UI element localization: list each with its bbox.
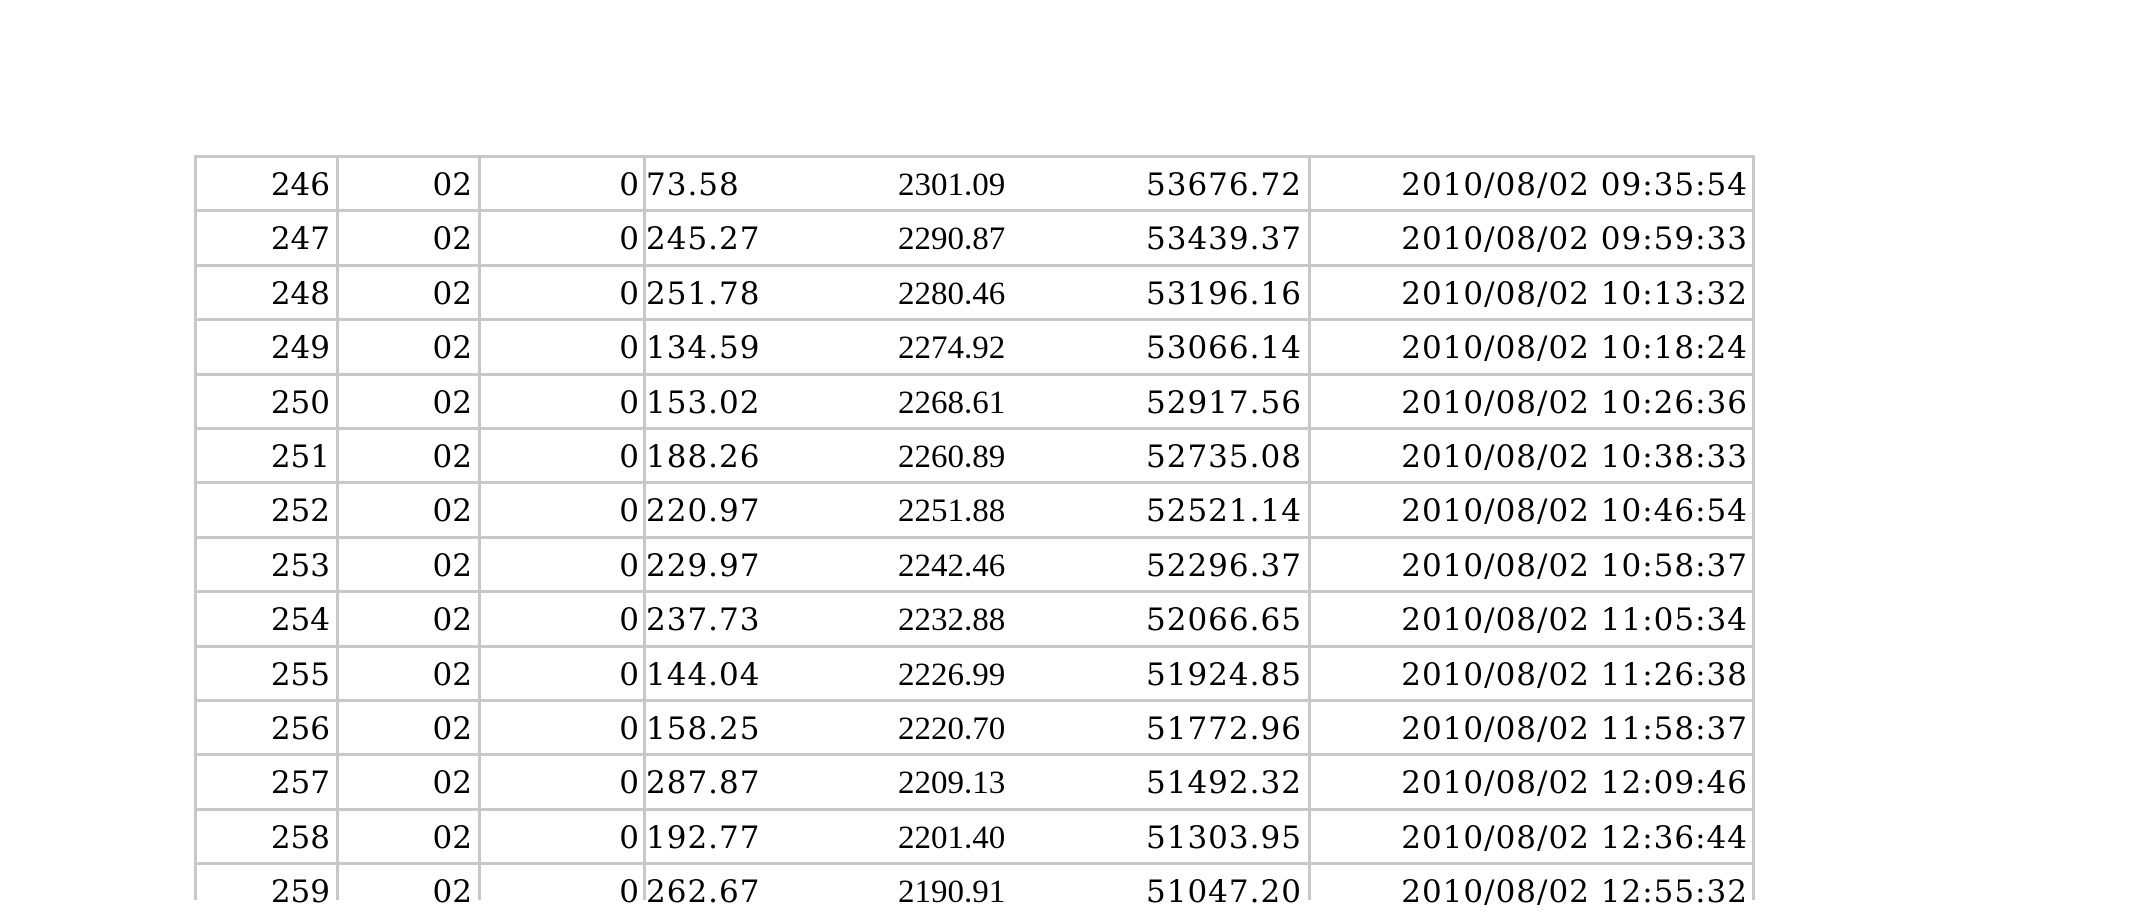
flag-cell: 0: [619, 656, 639, 693]
row-number-cell: 249: [270, 330, 330, 367]
table-row: [195, 318, 1755, 372]
value-2-cell: 2232.88: [898, 602, 1006, 639]
timestamp-cell: 2010/08/02 09:59:33: [1401, 221, 1748, 258]
flag-cell: 0: [619, 330, 639, 367]
value-2-cell: 2290.87: [898, 221, 1006, 258]
code-cell: 02: [432, 547, 472, 584]
table-row: [195, 155, 1755, 209]
value-1-cell: 153.02: [646, 384, 761, 421]
value-1-cell: 262.67: [646, 874, 761, 911]
code-cell: 02: [432, 384, 472, 421]
value-2-cell: 2226.99: [898, 656, 1006, 693]
grid-line: [478, 155, 481, 900]
value-2-cell: 2260.89: [898, 439, 1006, 475]
value-3-cell: 51303.95: [1146, 819, 1302, 856]
value-3-cell: 52917.56: [1146, 384, 1302, 421]
value-3-cell: 53676.72: [1146, 167, 1302, 203]
timestamp-cell: 2010/08/02 11:05:34: [1401, 602, 1748, 639]
timestamp-cell: 2010/08/02 10:13:32: [1401, 275, 1748, 312]
timestamp-cell: 2010/08/02 12:09:46: [1401, 765, 1748, 802]
flag-cell: 0: [619, 384, 639, 421]
flag-cell: 0: [619, 493, 639, 530]
code-cell: 02: [432, 167, 472, 203]
value-3-cell: 51492.32: [1146, 765, 1302, 802]
flag-cell: 0: [619, 819, 639, 856]
row-number-cell: 253: [270, 547, 330, 584]
value-2-cell: 2268.61: [898, 384, 1006, 421]
value-1-cell: 188.26: [646, 439, 761, 475]
value-2-cell: 2190.91: [898, 874, 1006, 911]
grid-line: [1308, 155, 1311, 900]
value-1-cell: 229.97: [646, 547, 761, 584]
value-2-cell: 2209.13: [898, 765, 1006, 802]
value-3-cell: 52735.08: [1146, 439, 1302, 475]
value-1-cell: 251.78: [646, 275, 761, 312]
flag-cell: 0: [619, 439, 639, 475]
value-3-cell: 53196.16: [1146, 275, 1302, 312]
row-number-cell: 246: [270, 167, 330, 203]
value-1-cell: 73.58: [646, 167, 740, 203]
value-3-cell: 51924.85: [1146, 656, 1302, 693]
value-2-cell: 2301.09: [898, 167, 1006, 203]
code-cell: 02: [432, 656, 472, 693]
table-row: [195, 373, 1755, 427]
flag-cell: 0: [619, 602, 639, 639]
timestamp-cell: 2010/08/02 11:58:37: [1401, 711, 1748, 747]
grid-line: [1752, 155, 1755, 900]
grid-line: [336, 155, 339, 900]
grid-line: [643, 155, 646, 900]
timestamp-cell: 2010/08/02 10:46:54: [1401, 493, 1748, 530]
value-1-cell: 220.97: [646, 493, 761, 530]
code-cell: 02: [432, 765, 472, 802]
grid-line: [194, 155, 197, 900]
timestamp-cell: 2010/08/02 10:18:24: [1401, 330, 1748, 367]
row-number-cell: 257: [270, 765, 330, 802]
value-2-cell: 2220.70: [898, 711, 1006, 747]
code-cell: 02: [432, 439, 472, 475]
row-number-cell: 258: [270, 819, 330, 856]
row-number-cell: 254: [270, 602, 330, 639]
code-cell: 02: [432, 221, 472, 258]
flag-cell: 0: [619, 275, 639, 312]
value-1-cell: 287.87: [646, 765, 761, 802]
code-cell: 02: [432, 819, 472, 856]
value-3-cell: 52521.14: [1146, 493, 1302, 530]
flag-cell: 0: [619, 874, 639, 911]
timestamp-cell: 2010/08/02 09:35:54: [1401, 167, 1748, 203]
value-2-cell: 2280.46: [898, 275, 1006, 312]
table-row: [195, 209, 1755, 263]
value-1-cell: 158.25: [646, 711, 761, 747]
row-number-cell: 255: [270, 656, 330, 693]
table-row: [195, 753, 1755, 807]
timestamp-cell: 2010/08/02 10:38:33: [1401, 439, 1748, 475]
code-cell: 02: [432, 602, 472, 639]
timestamp-cell: 2010/08/02 11:26:38: [1401, 656, 1748, 693]
row-number-cell: 248: [270, 275, 330, 312]
value-2-cell: 2242.46: [898, 547, 1006, 584]
value-1-cell: 144.04: [646, 656, 761, 693]
code-cell: 02: [432, 275, 472, 312]
code-cell: 02: [432, 493, 472, 530]
value-1-cell: 192.77: [646, 819, 761, 856]
timestamp-cell: 2010/08/02 12:55:32: [1401, 874, 1748, 911]
table-row: [195, 536, 1755, 590]
value-2-cell: 2201.40: [898, 819, 1006, 856]
timestamp-cell: 2010/08/02 10:26:36: [1401, 384, 1748, 421]
row-number-cell: 259: [270, 874, 330, 911]
table-row: [195, 862, 1755, 916]
table-row: [195, 808, 1755, 862]
row-number-cell: 251: [270, 439, 330, 475]
flag-cell: 0: [619, 167, 639, 203]
code-cell: 02: [432, 874, 472, 911]
row-number-cell: 256: [270, 711, 330, 747]
row-number-cell: 252: [270, 493, 330, 530]
table-row: [195, 427, 1755, 481]
flag-cell: 0: [619, 547, 639, 584]
table-row: [195, 481, 1755, 535]
timestamp-cell: 2010/08/02 10:58:37: [1401, 547, 1748, 584]
value-3-cell: 52296.37: [1146, 547, 1302, 584]
flag-cell: 0: [619, 221, 639, 258]
code-cell: 02: [432, 711, 472, 747]
table-row: [195, 699, 1755, 753]
value-1-cell: 134.59: [646, 330, 761, 367]
value-1-cell: 245.27: [646, 221, 761, 258]
flag-cell: 0: [619, 765, 639, 802]
value-2-cell: 2274.92: [898, 330, 1006, 367]
value-1-cell: 237.73: [646, 602, 761, 639]
value-3-cell: 52066.65: [1146, 602, 1302, 639]
code-cell: 02: [432, 330, 472, 367]
value-3-cell: 53066.14: [1146, 330, 1302, 367]
table-row: [195, 590, 1755, 644]
row-number-cell: 247: [270, 221, 330, 258]
table-row: [195, 264, 1755, 318]
timestamp-cell: 2010/08/02 12:36:44: [1401, 819, 1748, 856]
table-row: [195, 645, 1755, 699]
value-3-cell: 53439.37: [1146, 221, 1302, 258]
row-number-cell: 250: [270, 384, 330, 421]
value-3-cell: 51772.96: [1146, 711, 1302, 747]
value-2-cell: 2251.88: [898, 493, 1006, 530]
value-3-cell: 51047.20: [1146, 874, 1302, 911]
flag-cell: 0: [619, 711, 639, 747]
